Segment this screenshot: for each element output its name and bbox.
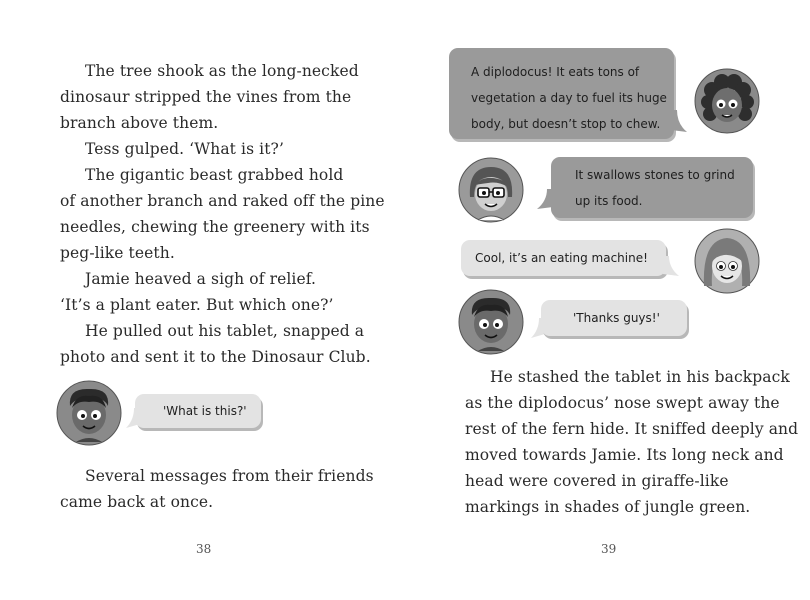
glasses-girl-avatar-icon <box>458 157 524 223</box>
left-story-text-top <box>60 58 385 370</box>
story-line: of another branch and raked off the pine <box>60 192 385 210</box>
story-line: came back at once. <box>60 493 214 511</box>
chat-text: A diplodocus! It eats tons of <box>471 65 640 79</box>
chat-text: body, but doesn’t stop to chew. <box>471 117 661 131</box>
story-line: Tess gulped. ‘What is it?’ <box>85 140 284 158</box>
chat-bubble-glasses-girl <box>551 157 753 218</box>
left-story-text-bottom <box>60 463 374 515</box>
story-line: Several messages from their friends <box>85 467 374 485</box>
story-line: moved towards Jamie. Its long neck and <box>465 446 784 464</box>
story-line: dinosaur stripped the vines from the <box>60 88 352 106</box>
chat-text: 'What is this?' <box>163 404 247 418</box>
chat-text: Cool, it’s an eating machine! <box>475 251 648 265</box>
bubble-tail <box>126 408 140 430</box>
page-number: 38 <box>196 542 212 556</box>
story-line: Jamie heaved a sigh of relief. <box>85 270 317 288</box>
chat-bubble-straight-hair-girl <box>461 240 666 276</box>
story-line: head were covered in giraffe-like <box>465 472 729 490</box>
chat-text: It swallows stones to grind <box>575 168 735 182</box>
boy-avatar-icon <box>458 289 524 355</box>
story-line: The tree shook as the long-necked <box>85 62 359 80</box>
right-story-text <box>465 364 798 520</box>
right-page <box>405 0 810 600</box>
story-line: markings in shades of jungle green. <box>465 498 751 516</box>
bubble-tail <box>671 110 687 134</box>
story-line: needles, chewing the greenery with its <box>60 218 370 236</box>
story-line: He pulled out his tablet, snapped a <box>85 322 365 340</box>
page-number: 39 <box>601 542 617 556</box>
chat-text: 'Thanks guys!' <box>573 311 660 325</box>
story-line: He stashed the tablet in his backpack <box>490 368 790 386</box>
chat-bubble-jamie-thanks <box>541 300 687 336</box>
boy-avatar-icon <box>56 380 122 446</box>
story-line: ‘It’s a plant eater. But which one?’ <box>60 296 334 314</box>
story-line: rest of the fern hide. It sniffed deeply and <box>465 420 799 438</box>
story-line: as the diplodocus’ nose swept away the <box>465 394 780 412</box>
chat-text: vegetation a day to fuel its huge <box>471 91 667 105</box>
chat-text: up its food. <box>575 194 643 208</box>
straight-hair-girl-avatar-icon <box>694 228 760 294</box>
bubble-tail <box>663 256 679 278</box>
chat-bubble-jamie <box>135 394 261 428</box>
story-line: peg-like teeth. <box>60 244 175 262</box>
chat-bubble-curly-girl <box>449 48 674 139</box>
story-line: photo and sent it to the Dinosaur Club. <box>60 348 371 366</box>
curly-hair-girl-avatar-icon <box>694 68 760 134</box>
story-line: The gigantic beast grabbed hold <box>85 166 344 184</box>
story-line: branch above them. <box>60 114 219 132</box>
